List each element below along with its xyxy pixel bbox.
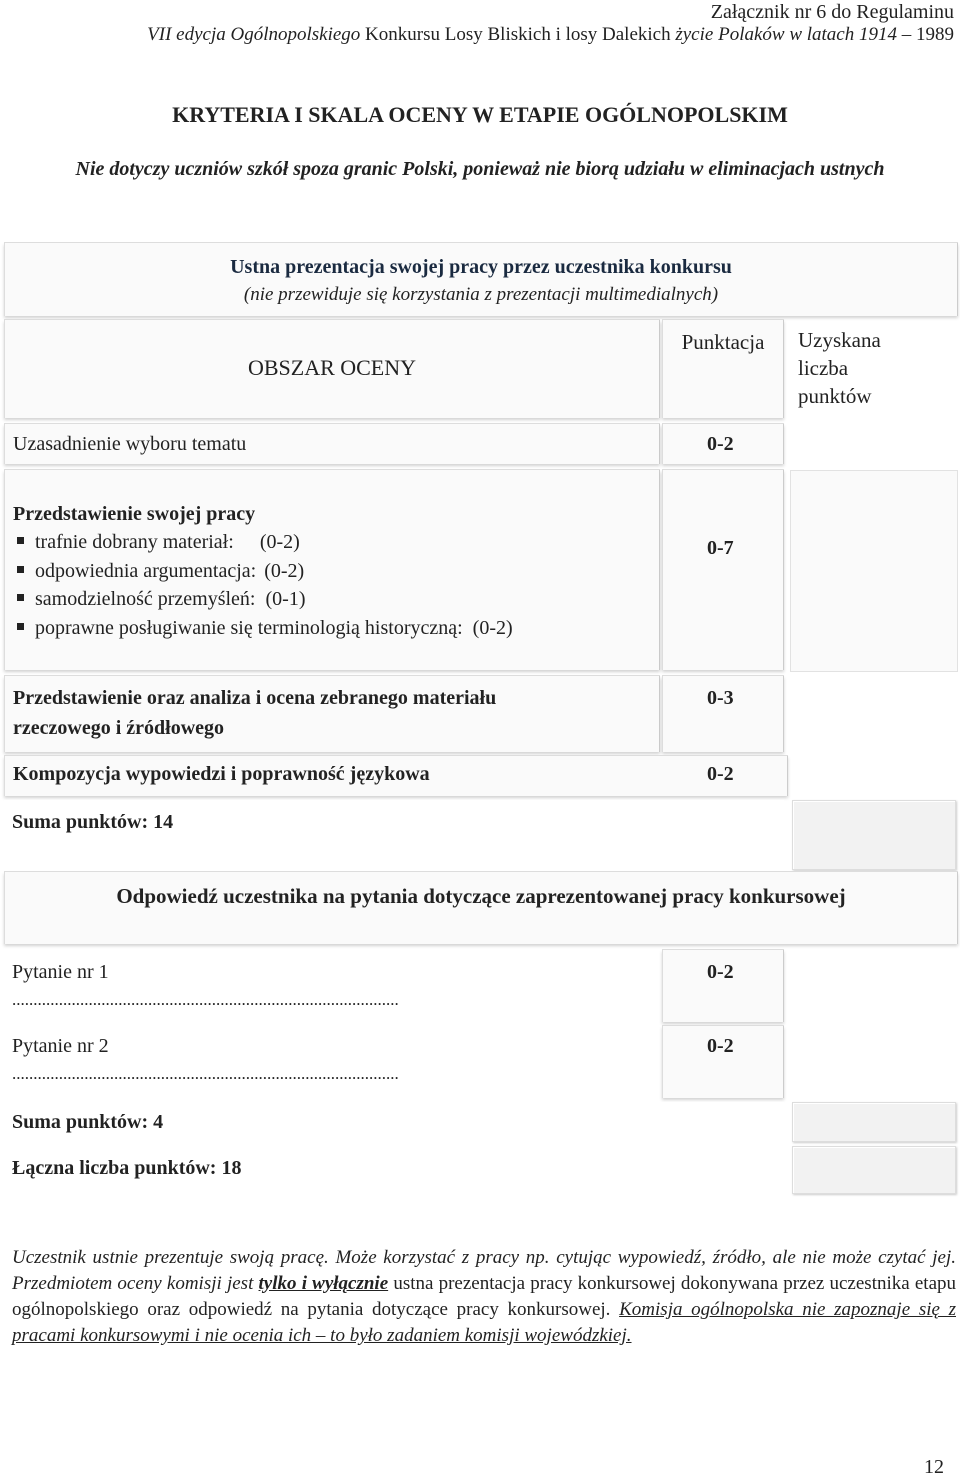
sum-label: Suma punktów: 14 [12, 811, 174, 833]
total-row [4, 1146, 784, 1194]
answer-dots: ........................................................................................... [12, 1064, 399, 1083]
col-obtained-header [790, 320, 956, 460]
row-points-cell [662, 470, 784, 670]
list-item: poprawne posługiwanie się terminologią historyczną: (0-2) [15, 614, 513, 643]
question-label: Pytanie nr 1 [12, 961, 109, 983]
col-obtained-label-3: punktów [798, 384, 872, 408]
sum-obtained-cell [792, 1102, 956, 1142]
criteria-list [15, 528, 513, 642]
row-label: Kompozycja wypowiedzi i poprawność językowa [13, 763, 430, 785]
page-number: 12 [924, 1456, 944, 1478]
row-points: 0-2 [707, 433, 734, 455]
row-label: Uzasadnienie wyboru tematu [13, 433, 247, 455]
sum-row [4, 800, 784, 862]
col-area-label: OBSZAR OCENY [247, 355, 417, 380]
question-label: Pytanie nr 2 [12, 1035, 109, 1057]
sum-row [4, 1102, 784, 1142]
section1-heading: Ustna prezentacja swojej pracy przez uczestnika konkursu [230, 256, 732, 278]
row-points: 0-2 [707, 763, 734, 785]
row-label-line1: Przedstawienie oraz analiza i ocena zebranego materiału [13, 687, 497, 709]
row-label: Przedstawienie swojej pracy [13, 503, 256, 525]
total-obtained-cell [792, 1146, 956, 1194]
section2-header [4, 872, 958, 944]
question-points: 0-2 [707, 961, 734, 983]
obtained-cell [790, 470, 958, 672]
answer-dots: ........................................................................................... [12, 990, 399, 1009]
row-points: 0-7 [707, 537, 734, 559]
edition-line: VII edycja Ogólnopolskiego Konkursu Losy Bliskich i losy Dalekich życie Polaków w latach 1914 – 1989 [147, 24, 954, 45]
note-paragraph: Uczestnik ustnie prezentuje swoją pracę. Może korzystać z pracy np. cytując wypowiedź, źródło, ale nie może czytać jej. Przedmiotem oceny komisji jest tylko i wyłącznie ustna prezentacja pracy konkursowej dokonywana przez uczestnika etapu ogólnopolskiego oraz odpowiedź na pytania dotyczące pracy konkursowej. Komisja ogólnopolska nie zapoznaje się z pracami konkursowymi i nie ocenia ich – to było zadaniem komisji wojewódzkiej. [12, 1247, 956, 1346]
section2-heading: Odpowiedź uczestnika na pytania dotyczące zaprezentowanej pracy konkursowej [116, 884, 846, 908]
table-row [4, 424, 660, 464]
list-item: trafnie dobrany materiał: (0-2) [15, 528, 513, 557]
question-points-cell [662, 950, 784, 1022]
question-points-cell [662, 1026, 784, 1098]
question-row [4, 950, 656, 1022]
col-points-label: Punktacja [681, 330, 765, 354]
col-obtained-label-2: liczba [798, 356, 849, 380]
page-subtitle: Nie dotyczy uczniów szkół spoza granic Polski, ponieważ nie biorą udziału w eliminacjach ustnych [75, 158, 885, 180]
col-area-header [4, 320, 660, 418]
col-obtained-label-1: Uzyskana [798, 328, 881, 352]
list-item: samodzielność przemyśleń: (0-1) [15, 585, 513, 614]
annex-label: Załącznik nr 6 do Regulaminu [710, 1, 954, 23]
table-row [4, 470, 660, 670]
sum-label: Suma punktów: 4 [12, 1111, 164, 1133]
sum-obtained-cell [792, 800, 956, 870]
question-row [4, 1026, 656, 1098]
row-points-cell [662, 424, 784, 464]
row-points-cell [662, 676, 784, 752]
total-label: Łączna liczba punktów: 18 [12, 1157, 242, 1179]
section1-subheading: (nie przewiduje się korzystania z prezentacji multimedialnych) [243, 284, 719, 305]
row-points: 0-3 [707, 687, 734, 709]
list-item: odpowiednia argumentacja: (0-2) [15, 557, 513, 586]
section1-header [4, 243, 958, 316]
col-points-header [662, 320, 784, 418]
page-title: KRYTERIA I SKALA OCENY W ETAPIE OGÓLNOPOLSKIM [172, 102, 788, 127]
table-row [4, 676, 660, 752]
row-label-line2: rzeczowego i źródłowego [13, 717, 225, 739]
question-points: 0-2 [707, 1035, 734, 1057]
table-row [4, 756, 788, 796]
